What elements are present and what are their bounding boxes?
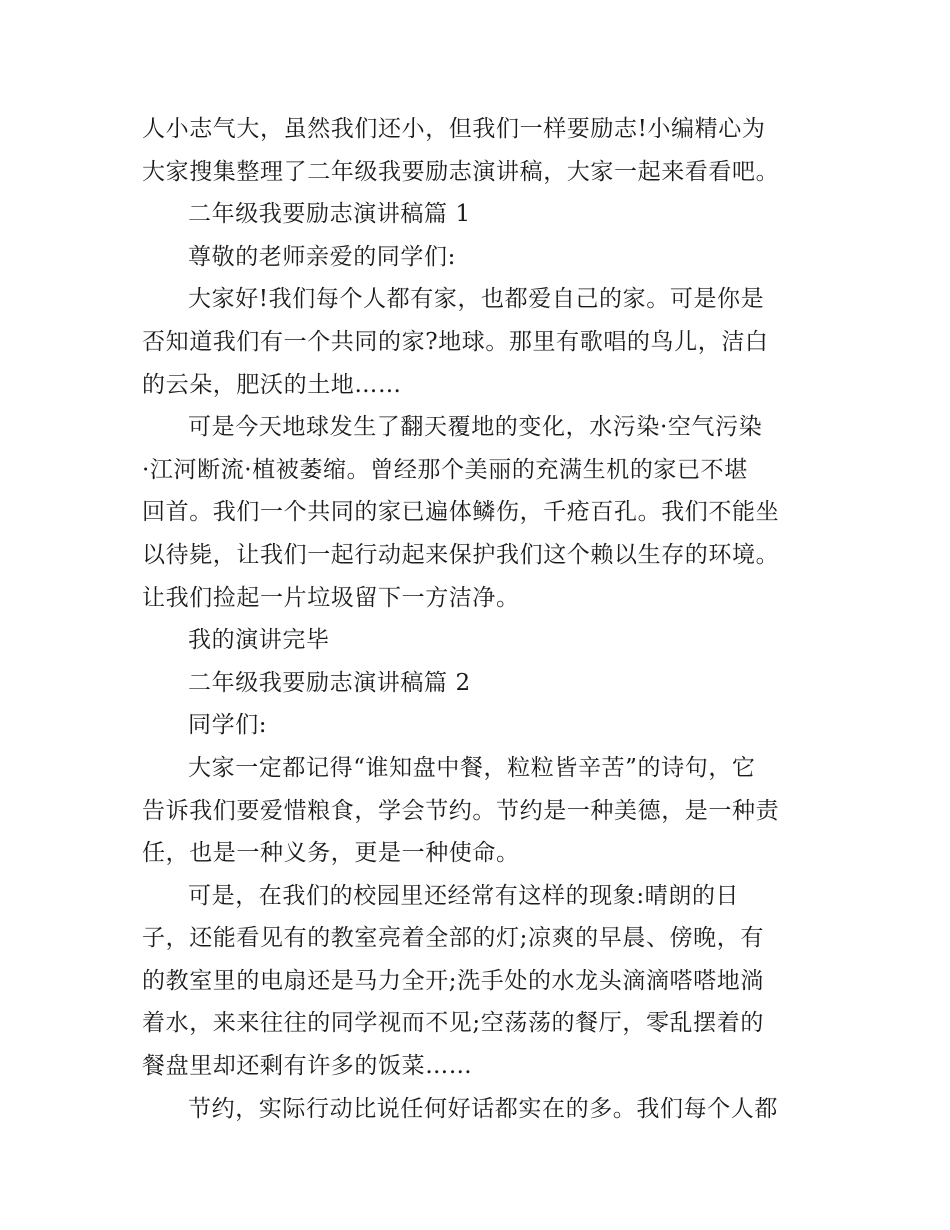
text-line: 节约，实际行动比说任何好话都实在的多。我们每个人都 <box>188 1095 778 1122</box>
text-line: 人小志气大，虽然我们还小，但我们一样要励志!小编精心为 <box>142 116 766 142</box>
text-line: 子，还能看见有的教室亮着全部的灯;凉爽的早晨、傍晚，有 <box>142 925 764 952</box>
text-line: 否知道我们有一个共同的家?地球。那里有歌唱的鸟儿，洁白 <box>142 328 769 355</box>
text-line: 同学们: <box>188 712 268 739</box>
text-line: 告诉我们要爱惜粮食，学会节约。节约是一种美德，是一种责 <box>142 797 780 824</box>
text-line: 我的演讲完毕 <box>188 627 330 654</box>
text-line: 任，也是一种义务，更是一种使命。 <box>142 840 520 867</box>
text-line: 可是今天地球发生了翻天覆地的变化，水污染·空气污染 <box>188 414 763 441</box>
text-line: 大家好!我们每个人都有家，也都爱自己的家。可是你是 <box>188 286 765 313</box>
text-line: 二年级我要励志演讲稿篇 2 <box>188 669 471 696</box>
speech-2-body-paragraph <box>142 1088 815 1131</box>
document-body <box>142 108 815 1130</box>
text-line: 尊敬的老师亲爱的同学们: <box>188 243 456 270</box>
text-line: ·江河断流·植被萎缩。曾经那个美丽的充满生机的家已不堪 <box>142 456 748 483</box>
text-line: 餐盘里却还剩有许多的饭菜…… <box>142 1053 473 1080</box>
text-line: 着水，来来往往的同学视而不见;空荡荡的餐厅，零乱摆着的 <box>142 1010 764 1037</box>
text-line: 的教室里的电扇还是马力全开;洗手处的水龙头滴滴嗒嗒地淌 <box>142 967 764 994</box>
text-line: 大家一定都记得“谁知盘中餐，粒粒皆辛苦”的诗句，它 <box>188 754 756 781</box>
text-line: 二年级我要励志演讲稿篇 1 <box>188 201 471 228</box>
speech-1-body-paragraph <box>142 278 815 406</box>
text-line: 以待毙，让我们一起行动起来保护我们这个赖以生存的环境。 <box>142 541 780 568</box>
text-line: 让我们捡起一片垃圾留下一方洁净。 <box>142 584 520 611</box>
speech-2-heading <box>142 662 815 705</box>
intro-paragraph <box>142 108 815 193</box>
speech-2-body-paragraph <box>142 747 815 875</box>
speech-1-salutation <box>142 236 815 279</box>
text-line: 的云朵，肥沃的土地…… <box>142 371 402 398</box>
text-line: 回首。我们一个共同的家已遍体鳞伤，千疮百孔。我们不能坐 <box>142 499 780 526</box>
speech-1-heading <box>142 193 815 236</box>
speech-2-body-paragraph <box>142 875 815 1088</box>
speech-1-body-paragraph <box>142 406 815 619</box>
speech-1-closing <box>142 619 815 662</box>
text-line: 可是，在我们的校园里还经常有这样的现象:晴朗的日 <box>188 882 740 909</box>
text-line: 大家搜集整理了二年级我要励志演讲稿，大家一起来看看吧。 <box>142 158 780 185</box>
speech-2-salutation <box>142 704 815 747</box>
